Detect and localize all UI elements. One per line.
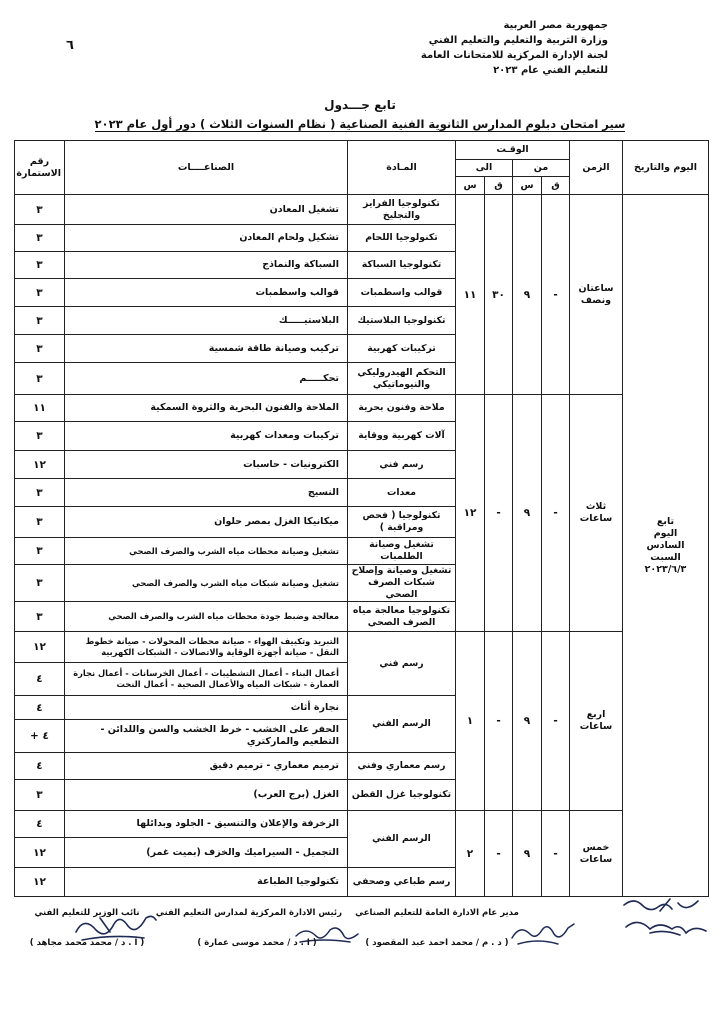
signature-name: ( ا . د / محمد موسى عمارة ) <box>197 938 317 948</box>
form-cell: ٤ + <box>15 720 65 753</box>
subject-cell: تكنولوجيا غزل القطن <box>348 780 456 811</box>
subject-cell: معدات <box>348 479 456 507</box>
form-cell: ٣ <box>15 538 65 565</box>
form-cell: ٤ <box>15 753 65 780</box>
day-cell <box>623 195 709 897</box>
trade-cell: الزخرفة والإعلان والتنسيق - الجلود وبدائلها <box>65 811 348 838</box>
form-cell: ١٢ <box>15 838 65 868</box>
form-cell: ٣ <box>15 479 65 507</box>
subject-cell: تكنولوجيا اللحام <box>348 225 456 252</box>
subtitle-text: سير امتحان دبلوم المدارس الثانوية الفنية الصناعية ( نظام السنوات الثلاث ) دور أول عام ٢٠٢٣ <box>94 117 626 131</box>
trade-cell: معالجة وضبط جودة محطات مياه الشرب والصرف الصحي <box>65 602 348 632</box>
form-cell: ٤ <box>15 811 65 838</box>
trade-cell: الملاحة والفنون البحرية والثروة السمكية <box>65 395 348 422</box>
from-q-cell: - <box>542 195 570 395</box>
page-subtitle <box>0 117 720 131</box>
to-q-cell: - <box>485 395 513 632</box>
form-cell: ٤ <box>15 696 65 720</box>
header-to-s: س <box>456 177 485 195</box>
trade-cell: تشكيل ولحام المعادن <box>65 225 348 252</box>
trade-cell: تشغيل وصيانة شبكات مياه الشرب والصرف الصحي <box>65 565 348 602</box>
subject-cell: تكنولوجيا السباكة <box>348 252 456 279</box>
signature-block-deputy <box>22 908 152 948</box>
header-to: الى <box>456 160 513 177</box>
trade-cell: الحفر على الخشب - خرط الخشب والسن واللدائن - التطعيم والماركتري <box>65 720 348 753</box>
signature-name: ( ا . د / محمد محمد مجاهد ) <box>29 938 145 948</box>
signature-title: مدير عام الادارة العامة للتعليم الصناعي <box>355 908 519 918</box>
form-cell: ١٢ <box>15 868 65 897</box>
day-line: تابع <box>656 515 675 527</box>
form-cell: ٣ <box>15 279 65 307</box>
to-q-cell: - <box>485 811 513 897</box>
exam-schedule-table <box>14 140 709 897</box>
trade-cell: تحكـــــم <box>65 363 348 395</box>
header-from: من <box>513 160 570 177</box>
signature-name: ( د . م / محمد احمد عبد المقصود ) <box>365 938 509 948</box>
subject-cell: الرسم الفني <box>348 696 456 753</box>
form-cell: ٣ <box>15 422 65 451</box>
trade-cell: تكنولوجيا الطباعة <box>65 868 348 897</box>
from-s-cell: ٩ <box>513 632 542 811</box>
trade-cell: تشغيل المعادن <box>65 195 348 225</box>
subject-cell: رسم فني <box>348 632 456 696</box>
header-from-s: س <box>513 177 542 195</box>
subject-cell: رسم فني <box>348 451 456 479</box>
header-trades: الصناعــــات <box>65 141 348 195</box>
page-title: تابع جـــدول <box>324 98 396 112</box>
subject-cell: رسم معماري وفني <box>348 753 456 780</box>
header-day: اليوم والتاريخ <box>623 141 709 195</box>
header-line: وزارة التربية والتعليم والتعليم الفني <box>428 35 608 46</box>
form-cell: ٣ <box>15 195 65 225</box>
trade-cell: التبريد وتكييف الهواء - صيانة محطات المحولات - صيانة خطوط النقل - صيانة أجهزة الوقاية والاتصالات - الشبكات الكهربية <box>65 632 348 663</box>
form-cell: ٣ <box>15 252 65 279</box>
duration-cell: اربع ساعات <box>570 632 623 811</box>
duration-cell: ثلاث ساعات <box>570 395 623 632</box>
from-q-cell: - <box>542 811 570 897</box>
form-cell: ١١ <box>15 395 65 422</box>
trade-cell: الغزل (برج العرب) <box>65 780 348 811</box>
subject-cell: تكنولوجيا البلاستيك <box>348 307 456 335</box>
header-form: رقم الاستمارة <box>15 141 65 195</box>
to-s-cell: ١٢ <box>456 395 485 632</box>
signature-block-central <box>155 908 342 948</box>
to-s-cell: ٢ <box>456 811 485 897</box>
form-cell: ١٢ <box>15 451 65 479</box>
header-line: للتعليم الفني عام ٢٠٢٣ <box>493 65 608 76</box>
subject-cell: الرسم الفني <box>348 811 456 868</box>
header-line: جمهورية مصر العربية <box>503 20 608 31</box>
subject-cell: التحكم الهيدروليكي والنيوماتيكي <box>348 363 456 395</box>
subject-cell: آلات كهربية ووقاية <box>348 422 456 451</box>
trade-cell: التجميل - السيراميك والخزف (بميت غمر) <box>65 838 348 868</box>
trade-cell: ترميم معماري - ترميم دقيق <box>65 753 348 780</box>
subject-cell: قوالب واسطمبات <box>348 279 456 307</box>
day-line: السادس <box>646 539 685 551</box>
subject-cell: رسم طباعي وصحفي <box>348 868 456 897</box>
to-s-cell: ١١ <box>456 195 485 395</box>
trade-cell: ميكانيكا الغزل بمصر حلوان <box>65 507 348 538</box>
trade-cell: النسيج <box>65 479 348 507</box>
signature-block-industrial <box>352 908 522 948</box>
header-line: لجنة الإدارة المركزية للامتحانات العامة <box>420 50 608 61</box>
trade-cell: الكترونيات - حاسبات <box>65 451 348 479</box>
subject-cell: تركيبات كهربية <box>348 335 456 363</box>
signature-title: نائب الوزير للتعليم الفني <box>34 908 140 918</box>
from-s-cell: ٩ <box>513 395 542 632</box>
form-cell: ٣ <box>15 307 65 335</box>
subject-cell: تكنولوجيا معالجة مياه الصرف الصحي <box>348 602 456 632</box>
page-number: ٦ <box>66 38 74 53</box>
subject-cell: تكنولوجيا الفرايز والتجليخ <box>348 195 456 225</box>
form-cell: ١٢ <box>15 632 65 663</box>
signature-title: رئيس الادارة المركزية لمدارس التعليم الفني <box>155 908 342 918</box>
day-date: ٢٠٢٣/٦/٣ <box>644 563 687 575</box>
from-q-cell: - <box>542 395 570 632</box>
form-cell: ٣ <box>15 565 65 602</box>
form-cell: ٣ <box>15 507 65 538</box>
header-time: الوقـت <box>456 141 570 160</box>
trade-cell: تركيب وصيانة طاقة شمسية <box>65 335 348 363</box>
trade-cell: تركيبات ومعدات كهربية <box>65 422 348 451</box>
header-to-q: ق <box>485 177 513 195</box>
trade-cell: نجارة أثاث <box>65 696 348 720</box>
subject-cell: تشغيل وصيانة الطلمبات <box>348 538 456 565</box>
form-cell: ٣ <box>15 225 65 252</box>
to-q-cell: ٣٠ <box>485 195 513 395</box>
day-line: اليوم <box>653 527 678 539</box>
trade-cell: أعمال البناء - أعمال التشطيبات - أعمال الخرسانات - أعمال نجارة العمارة - شبكات المياه والأعمال الصحية - أعمال النحت <box>65 663 348 696</box>
form-cell: ٣ <box>15 602 65 632</box>
duration-cell: خمس ساعات <box>570 811 623 897</box>
header-duration: الزمن <box>570 141 623 195</box>
from-s-cell: ٩ <box>513 811 542 897</box>
form-cell: ٤ <box>15 663 65 696</box>
ministry-header <box>421 18 608 78</box>
form-cell: ٣ <box>15 335 65 363</box>
trade-cell: البلاستيـــــك <box>65 307 348 335</box>
form-cell: ٣ <box>15 780 65 811</box>
to-q-cell: - <box>485 632 513 811</box>
subject-cell: تشغيل وصيانة وإصلاح شبكات الصرف الصحي <box>348 565 456 602</box>
signature-scribble-1 <box>620 893 712 941</box>
duration-cell: ساعتان ونصف <box>570 195 623 395</box>
trade-cell: السباكة والنماذج <box>65 252 348 279</box>
from-q-cell: - <box>542 632 570 811</box>
header-subject: المـادة <box>348 141 456 195</box>
trade-cell: قوالب واسطمبات <box>65 279 348 307</box>
header-from-q: ق <box>542 177 570 195</box>
to-s-cell: ١ <box>456 632 485 811</box>
subject-cell: ملاحة وفنون بحرية <box>348 395 456 422</box>
form-cell: ٣ <box>15 363 65 395</box>
trade-cell: تشغيل وصيانة محطات مياه الشرب والصرف الصحي <box>65 538 348 565</box>
day-line: السبت <box>650 551 681 563</box>
subject-cell: تكنولوجيا ( فحص ومراقبة ) <box>348 507 456 538</box>
from-s-cell: ٩ <box>513 195 542 395</box>
